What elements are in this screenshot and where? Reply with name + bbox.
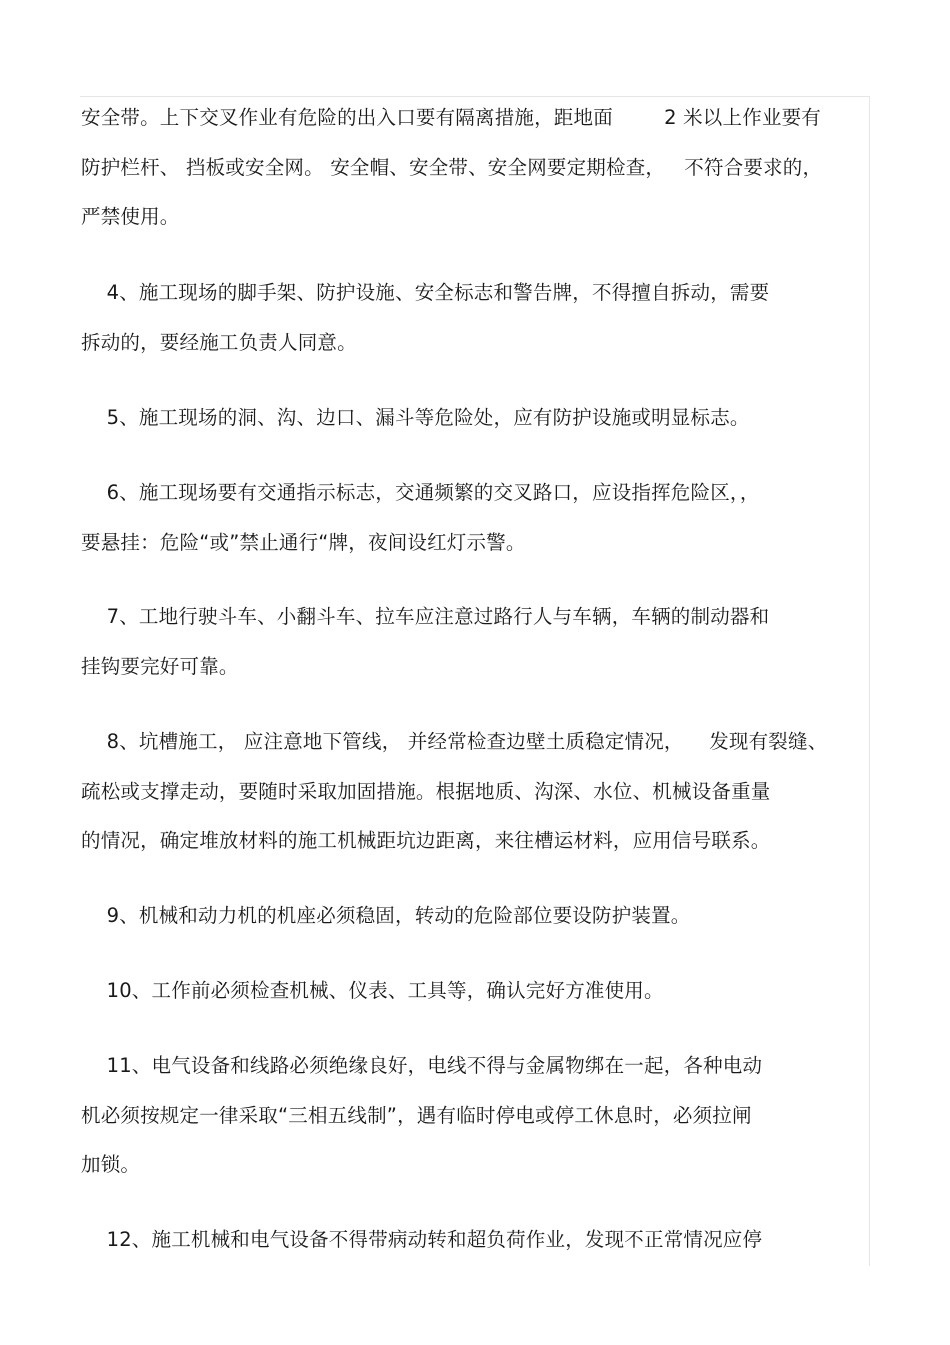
text-line: 拆动的，要经施工负责人同意。 <box>81 331 357 354</box>
page-border-right <box>869 96 870 1266</box>
text-line: 6、施工现场要有交通指示标志，交通频繁的交叉路口，应设指挥危险区，， <box>81 481 760 504</box>
text-line: 严禁使用。 <box>81 205 180 228</box>
text-line: 要悬挂：危险“或”禁止通行“牌，夜间设红灯示警。 <box>81 531 526 554</box>
text-line: 的情况，确定堆放材料的施工机械距坑边距离，来往槽运材料，应用信号联系。 <box>81 829 771 852</box>
text-line: 5、施工现场的洞、沟、边口、漏斗等危险处，应有防护设施或明显标志。 <box>81 406 750 429</box>
text-line: 10、工作前必须检查机械、仪表、工具等，确认完好方准使用。 <box>81 979 664 1002</box>
text-line: 机必须按规定一律采取“三相五线制”，遇有临时停电或停工休息时，必须拉闸 <box>81 1104 752 1127</box>
text-line: 8、坑槽施工， 应注意地下管线， 并经常检查边壁土质稳定情况， 发现有裂缝、 <box>81 730 828 753</box>
text-line: 12、施工机械和电气设备不得带病动转和超负荷作业，发现不正常情况应停 <box>81 1228 763 1251</box>
text-line: 挂钩要完好可靠。 <box>81 655 239 678</box>
text-line: 疏松或支撑走动，要随时采取加固措施。根据地质、沟深、水位、机械设备重量 <box>81 780 771 803</box>
text-line: 防护栏杆、 挡板或安全网。 安全帽、安全带、安全网要定期检查， 不符合要求的， <box>81 156 823 179</box>
text-line: 安全带。上下交叉作业有危险的出入口要有隔离措施，距地面 2 米以上作业要有 <box>81 106 821 129</box>
text-line: 4、施工现场的脚手架、防护设施、安全标志和警告牌，不得擅自拆动，需要 <box>81 281 770 304</box>
text-line: 9、机械和动力机的机座必须稳固，转动的危险部位要设防护装置。 <box>81 904 691 927</box>
text-line: 加锁。 <box>81 1153 141 1176</box>
text-line: 7、工地行驶斗车、小翻斗车、拉车应注意过路行人与车辆，车辆的制动器和 <box>81 605 770 628</box>
page-border-top <box>80 96 870 97</box>
text-line: 11、电气设备和线路必须绝缘良好，电线不得与金属物绑在一起，各种电动 <box>81 1054 763 1077</box>
